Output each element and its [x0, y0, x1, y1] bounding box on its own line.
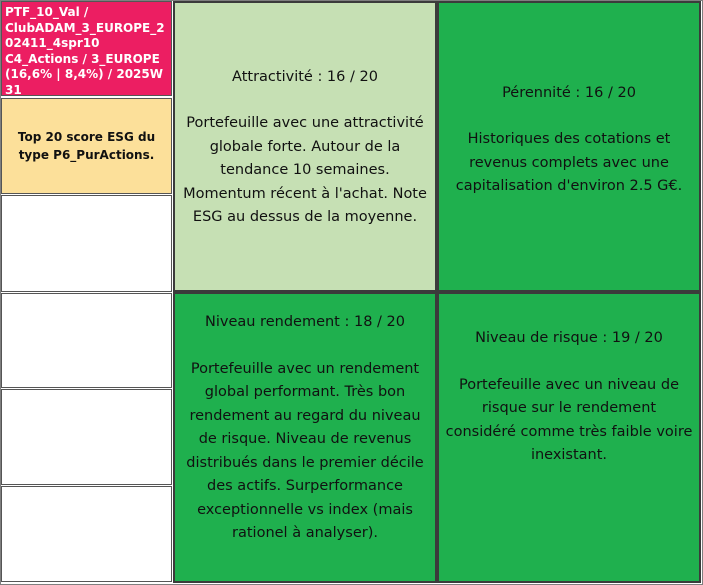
portfolio-id-line: 02411_4spr10 — [5, 36, 100, 51]
portfolio-id-line: ClubADAM_3_EUROPE_2 — [5, 20, 165, 35]
empty-cell — [1, 486, 172, 582]
empty-cell — [1, 389, 172, 485]
perennite-title: Pérennité : 16 / 20 — [502, 84, 636, 101]
risque-box — [437, 292, 701, 583]
empty-cell — [1, 195, 172, 292]
portfolio-id-line: C4_Actions / 3_EUROPE — [5, 51, 160, 66]
rendement-title: Niveau rendement : 18 / 20 — [205, 314, 405, 331]
attractivite-box — [173, 1, 437, 292]
perennite-box — [437, 1, 701, 292]
risque-title: Niveau de risque : 19 / 20 — [475, 330, 663, 347]
perennite-text: Historiques des cotations et revenus complets avec une capitalisation d'environ 2.5 G€. — [455, 131, 683, 194]
rendement-box — [173, 292, 437, 583]
portfolio-id-line: PTF_10_Val / — [5, 5, 89, 19]
rendement-text: Portefeuille avec un rendement global performant. Très bon rendement au regard du niveau de risque. Niveau de revenus distribués dans le premier décile des actifs. Surperformance exceptionnelle vs index (mais rationel à analyser). — [186, 360, 424, 542]
selection-label: Top 20 score ESG du type P6_PurActions. — [17, 130, 156, 162]
portfolio-id-cell — [1, 1, 172, 96]
risque-text: Portefeuille avec un niveau de risque sur le rendement considéré comme très faible voire inexistant. — [445, 376, 693, 464]
empty-cell — [1, 293, 172, 388]
attractivite-text: Portefeuille avec une attractivité globale forte. Autour de la tendance 10 semaines. Momentum récent à l'achat. Note ESG au dessus de la moyenne. — [183, 115, 427, 225]
attractivite-title: Attractivité : 16 / 20 — [232, 68, 378, 85]
portfolio-id-line: (16,6% | 8,4%) / 2025W31 — [5, 67, 163, 97]
selection-label-cell — [1, 98, 172, 194]
